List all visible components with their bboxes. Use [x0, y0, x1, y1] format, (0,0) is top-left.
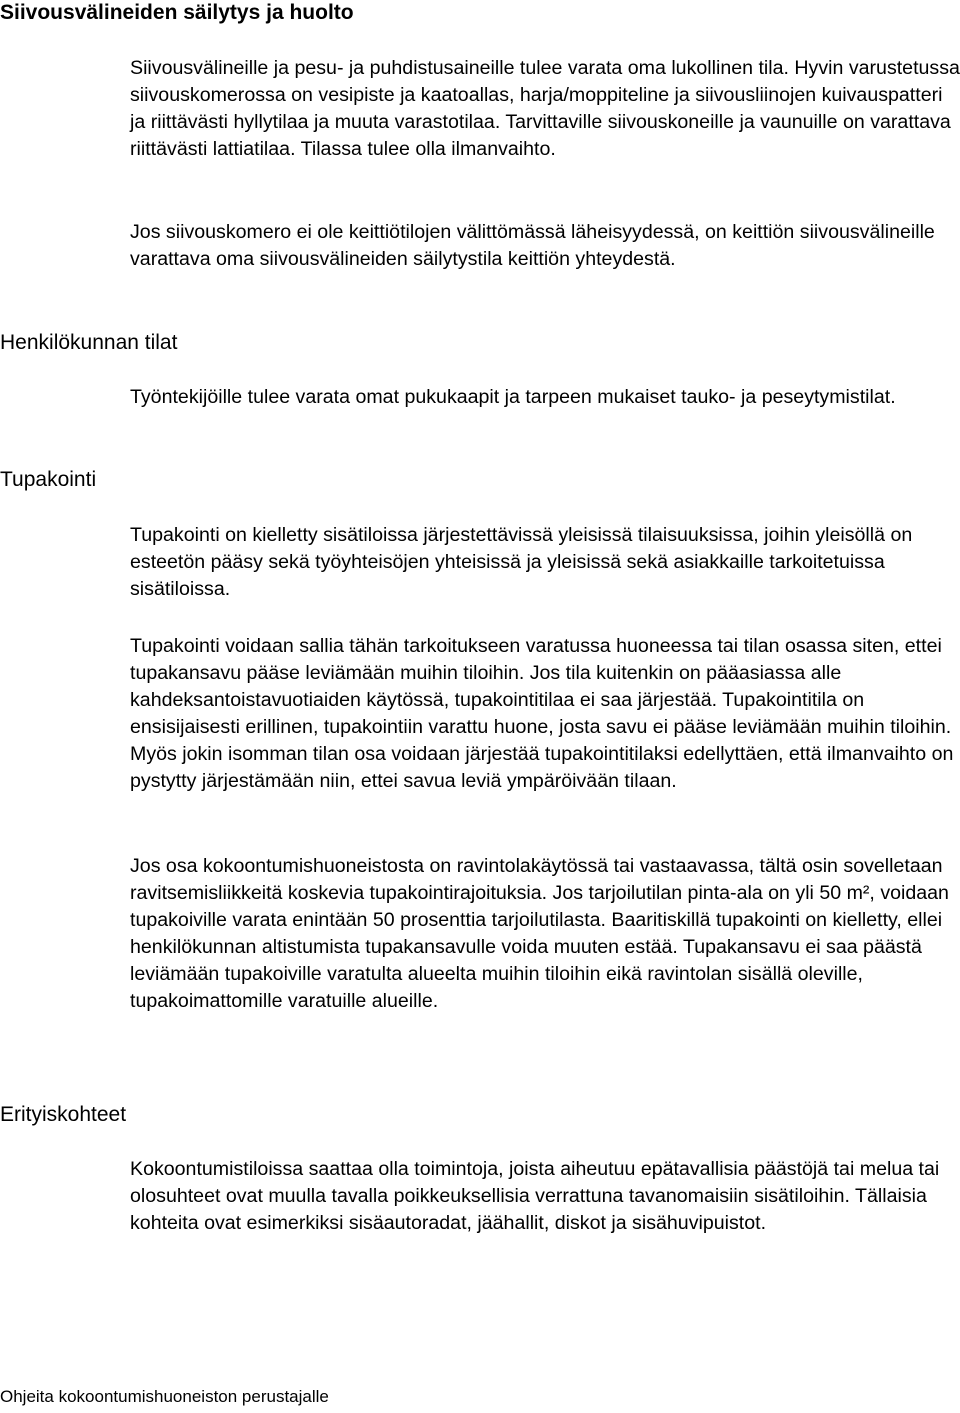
section-heading-staff: Henkilökunnan tilat — [0, 331, 178, 354]
paragraph-cleaning-1: Siivousvälineille ja pesu- ja puhdistusaineille tulee varata oma lukollinen tila. Hyvin varustetussa siivouskomerossa on vesipiste ja kaatoallas, harja/moppiteline ja siivousliinojen kuivauspatteri ja riittävästi hyllytilaa ja muuta varastotilaa. Tarvittaville siivouskoneille ja vaunuille on varattava riittävästi lattiatilaa. Tilassa tulee olla ilmanvaihto. — [130, 57, 960, 160]
paragraph-staff-1: Työntekijöille tulee varata omat pukukaapit ja tarpeen mukaiset tauko- ja peseytymistilat. — [130, 386, 896, 408]
paragraph-cleaning-2: Jos siivouskomero ei ole keittiötilojen välittömässä läheisyydessä, on keittiön siivousvälineille varattava oma siivousvälineiden säilytystila keittiön yhteydestä. — [130, 221, 935, 270]
paragraph-special-1: Kokoontumistiloissa saattaa olla toimintoja, joista aiheutuu epätavallisia päästöjä tai melua tai olosuhteet ovat muulla tavalla poikkeuksellisia verrattuna tavanomaisiin sisätiloihin. Tällaisia kohteita ovat esimerkiksi sisäautoradat, jäähallit, diskot ja sisähuvipuistot. — [130, 1158, 940, 1234]
section-heading-special: Erityiskohteet — [0, 1103, 127, 1126]
paragraph-smoking-1: Tupakointi on kielletty sisätiloissa järjestettävissä yleisissä tilaisuuksissa, joihin yleisöllä on esteetön pääsy sekä työyhteisöjen yhteisissä ja yleisissä sekä asiakkaille tarkoitetuissa sisätiloissa. — [130, 524, 913, 600]
section-heading-smoking: Tupakointi — [0, 468, 97, 491]
paragraph-smoking-3: Jos osa kokoontumishuoneistosta on ravintolakäytössä tai vastaavassa, tältä osin sovelletaan ravitsemisliikkeitä koskevia tupakointirajoituksia. Jos tarjoilutilan pinta-ala on yli 50 m², voidaan tupakoiville varata enintään 50 prosenttia tarjoilutilasta. Baaritiskillä tupakointi on kielletty, ellei henkilökunnan altistumista tupakansavulle voida muuten estää. Tupakansavu ei saa päästä leviämään tupakoiville varatulta alueelta muihin tiloihin eikä ravintolan sisällä oleville, tupakoimattomille varatuille alueille. — [130, 855, 949, 1012]
paragraph-smoking-2: Tupakointi voidaan sallia tähän tarkoitukseen varatussa huoneessa tai tilan osassa siten, ettei tupakansavu pääse leviämään muihin tiloihin. Jos tila kuitenkin on pääasiassa alle kahdeksantoistavuotiaiden käytössä, tupakointitilaa ei saa järjestää. Tupakointitila on ensisijaisesti erillinen, tupakointiin varattu huone, josta savu ei pääse leviämään muihin tiloihin. Myös jokin isomman tilan osa voidaan järjestää tupakointitilaksi edellyttäen, että ilmanvaihto on pystytty järjestämään niin, ettei savua leviä ympäröivään tilaan. — [130, 635, 954, 792]
section-heading-cleaning: Siivousvälineiden säilytys ja huolto — [0, 1, 354, 24]
page-footer: Ohjeita kokoontumishuoneiston perustajalle — [0, 1387, 329, 1406]
